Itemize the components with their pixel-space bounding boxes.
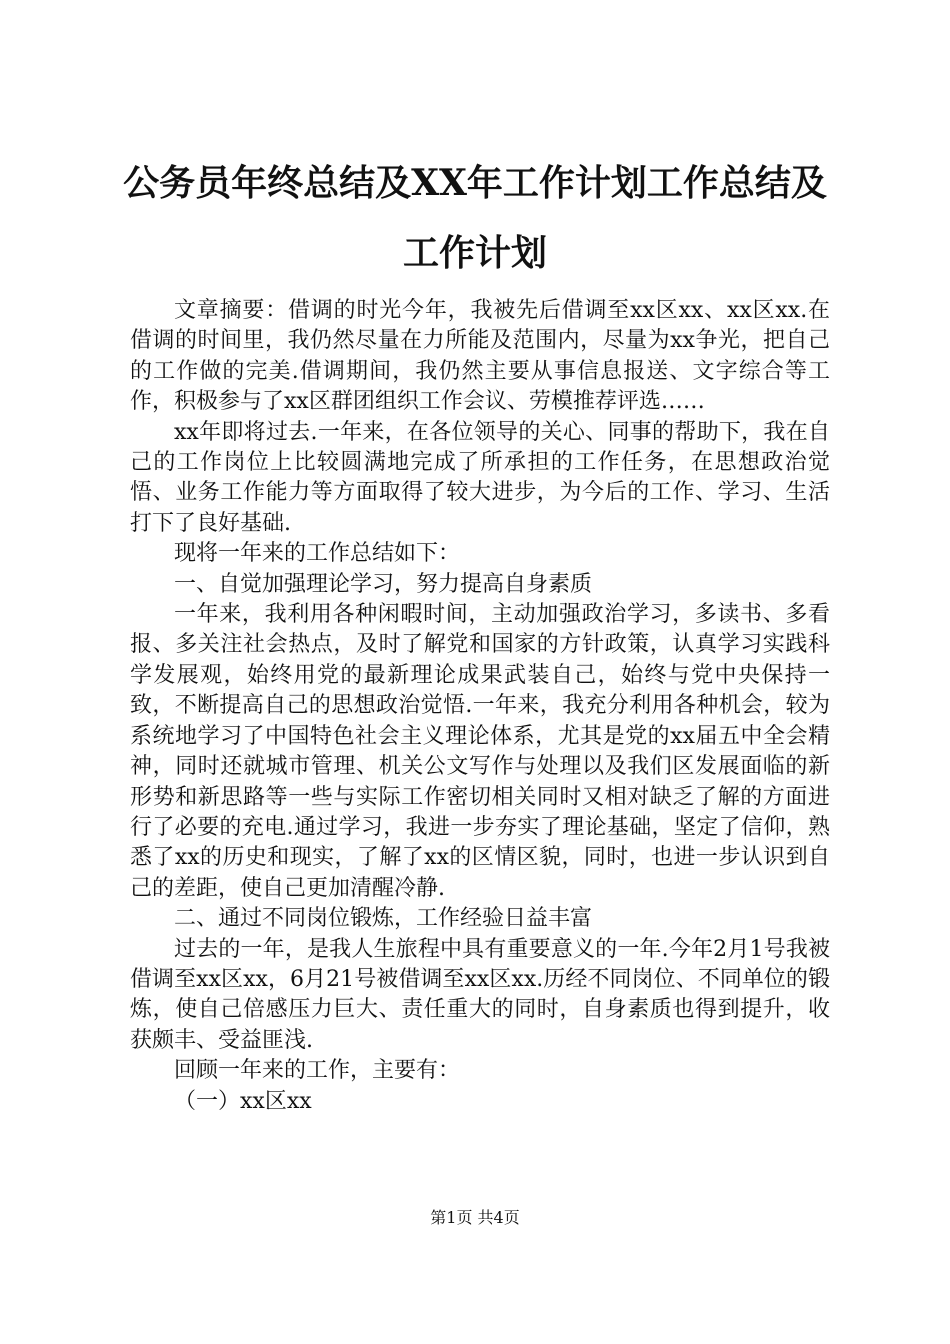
- paragraph-summary-lead: 现将一年来的工作总结如下：: [174, 541, 461, 567]
- page-indicator: 第1页 共4页: [430, 1208, 520, 1227]
- paragraph-section-2: 过去的一年，是我人生旅程中具有重要意义的一年.今年2月1号我被借调至xx区xx，6月21号被借调至xx区xx.历经不同岗位、不同单位的锻炼，使自己倍感压力巨大、责任重大的同时，自身素质也得到提升，收获颇丰、受益匪浅.: [130, 936, 830, 1053]
- document-title: [100, 148, 850, 288]
- document-body: [130, 296, 830, 1117]
- section-heading-2: 二、通过不同岗位锻炼，工作经验日益丰富: [174, 906, 593, 932]
- paragraph-review-lead: 回顾一年来的工作，主要有：: [174, 1058, 461, 1084]
- title-line-1: 公务员年终总结及XX年工作计划工作总结及: [123, 162, 827, 204]
- paragraph-section-1: 一年来，我利用各种闲暇时间，主动加强政治学习，多读书、多看报、多关注社会热点，及时了解党和国家的方针政策，认真学习实践科学发展观，始终用党的最新理论成果武装自己，始终与党中央保持一致，不断提高自己的思想政治觉悟.一年来，我充分利用各种机会，较为系统地学习了中国特色社会主义理论体系，尤其是党的xx届五中全会精神，同时还就城市管理、机关公文写作与处理以及我们区发展面临的新形势和新思路等一些与实际工作密切相关同时又相对缺乏了解的方面进行了必要的充电.通过学习，我进一步夯实了理论基础，坚定了信仰，熟悉了xx的历史和现实，了解了xx的区情区貌，同时，也进一步认识到自己的差距，使自己更加清醒冷静.: [130, 602, 830, 901]
- section-heading-1: 一、自觉加强理论学习，努力提高自身素质: [174, 571, 593, 597]
- paragraph-abstract: 文章摘要：借调的时光今年，我被先后借调至xx区xx、xx区xx.在借调的时间里，我仍然尽量在力所能及范围内，尽量为xx争光，把自己的工作做的完美.借调期间，我仍然主要从事信息报送、文字综合等工作，积极参与了xx区群团组织工作会议、劳模推荐评选……: [130, 298, 830, 415]
- page-footer: [0, 1208, 950, 1228]
- subsection-heading-1: （一）xx区xx: [174, 1088, 312, 1114]
- title-line-2: 工作计划: [402, 232, 547, 274]
- paragraph-intro: xx年即将过去.一年来，在各位领导的关心、同事的帮助下，我在自己的工作岗位上比较圆满地完成了所承担的工作任务，在思想政治觉悟、业务工作能力等方面取得了较大进步，为今后的工作、学习、生活打下了良好基础.: [130, 419, 830, 536]
